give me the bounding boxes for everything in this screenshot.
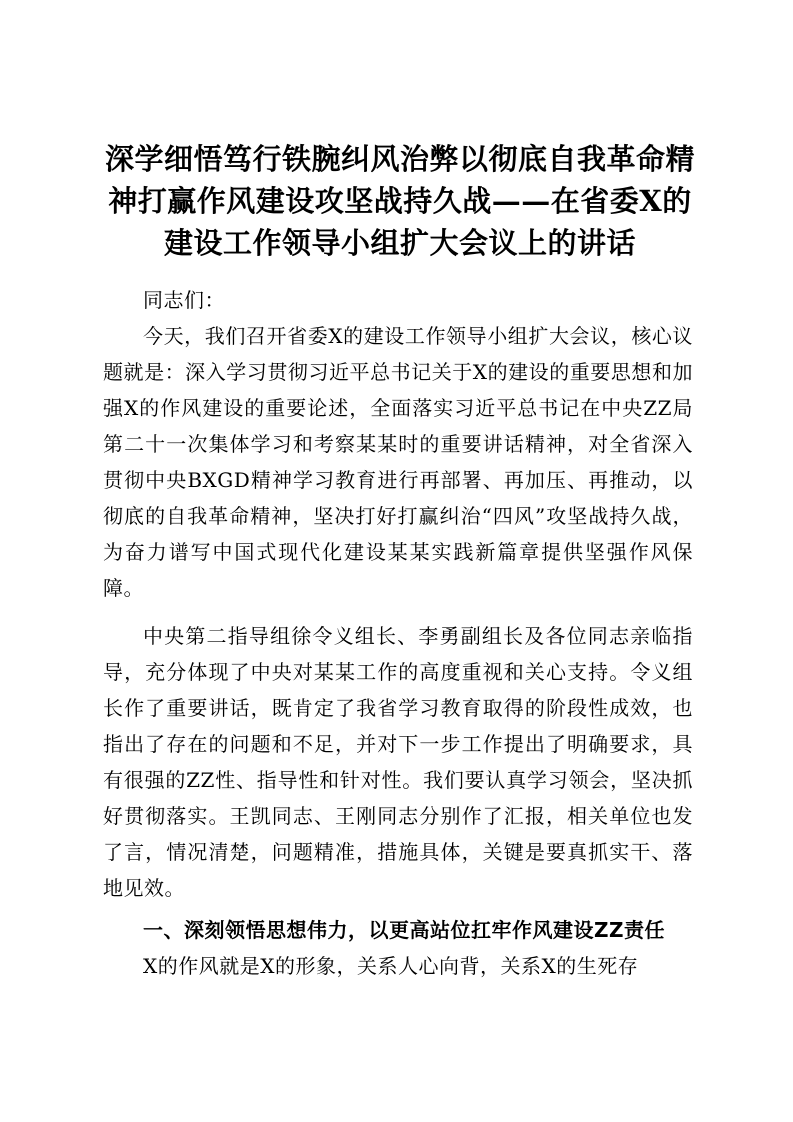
paragraph-2: 中央第二指导组徐令义组长、李勇副组长及各位同志亲临指导，充分体现了中央对某某工作的高度重视和关心支持。令义组长作了重要讲话，既肯定了我省学习教育取得的阶段性成效，也指出了存在的问题和不足，并对下一步工作提出了明确要求，具有很强的ZZ性、指导性和针对性。我们要认真学习领会，坚决抓好贯彻落实。王凯同志、王刚同志分别作了汇报，相关单位也发了言，情况清楚，问题精准，措施具体，关键是要真抓实干、落地见效。 bbox=[103, 624, 693, 900]
document-body bbox=[103, 282, 693, 984]
paragraph-1: 今天，我们召开省委X的建设工作领导小组扩大会议，核心议题就是：深入学习贯彻习近平总书记关于X的建设的重要思想和加强X的作风建设的重要论述，全面落实习近平总书记在中央ZZ局第二十一次集体学习和考察某某时的重要讲话精神，对全省深入贯彻中央BXGD精神学习教育进行再部署、再加压、再推动，以彻底的自我革命精神，坚决打好打赢纠治“四风”攻坚战持久战，为奋力谱写中国式现代化建设某某实践新篇章提供坚强作风保障。 bbox=[103, 324, 693, 600]
section-first-line: X的作风就是X的形象，关系人心向背，关系X的生死存 bbox=[143, 954, 639, 978]
greeting-line: 同志们： bbox=[143, 288, 225, 312]
document-title: 深学细悟笃行铁腕纠风治弊以彻底自我革命精神打赢作风建设攻坚战持久战——在省委X的建设工作领导小组扩大会议上的讲话 bbox=[104, 142, 695, 260]
section-heading: 一、深刻领悟思想伟力，以更高站位扛牢作风建设ZZ责任 bbox=[143, 918, 666, 942]
